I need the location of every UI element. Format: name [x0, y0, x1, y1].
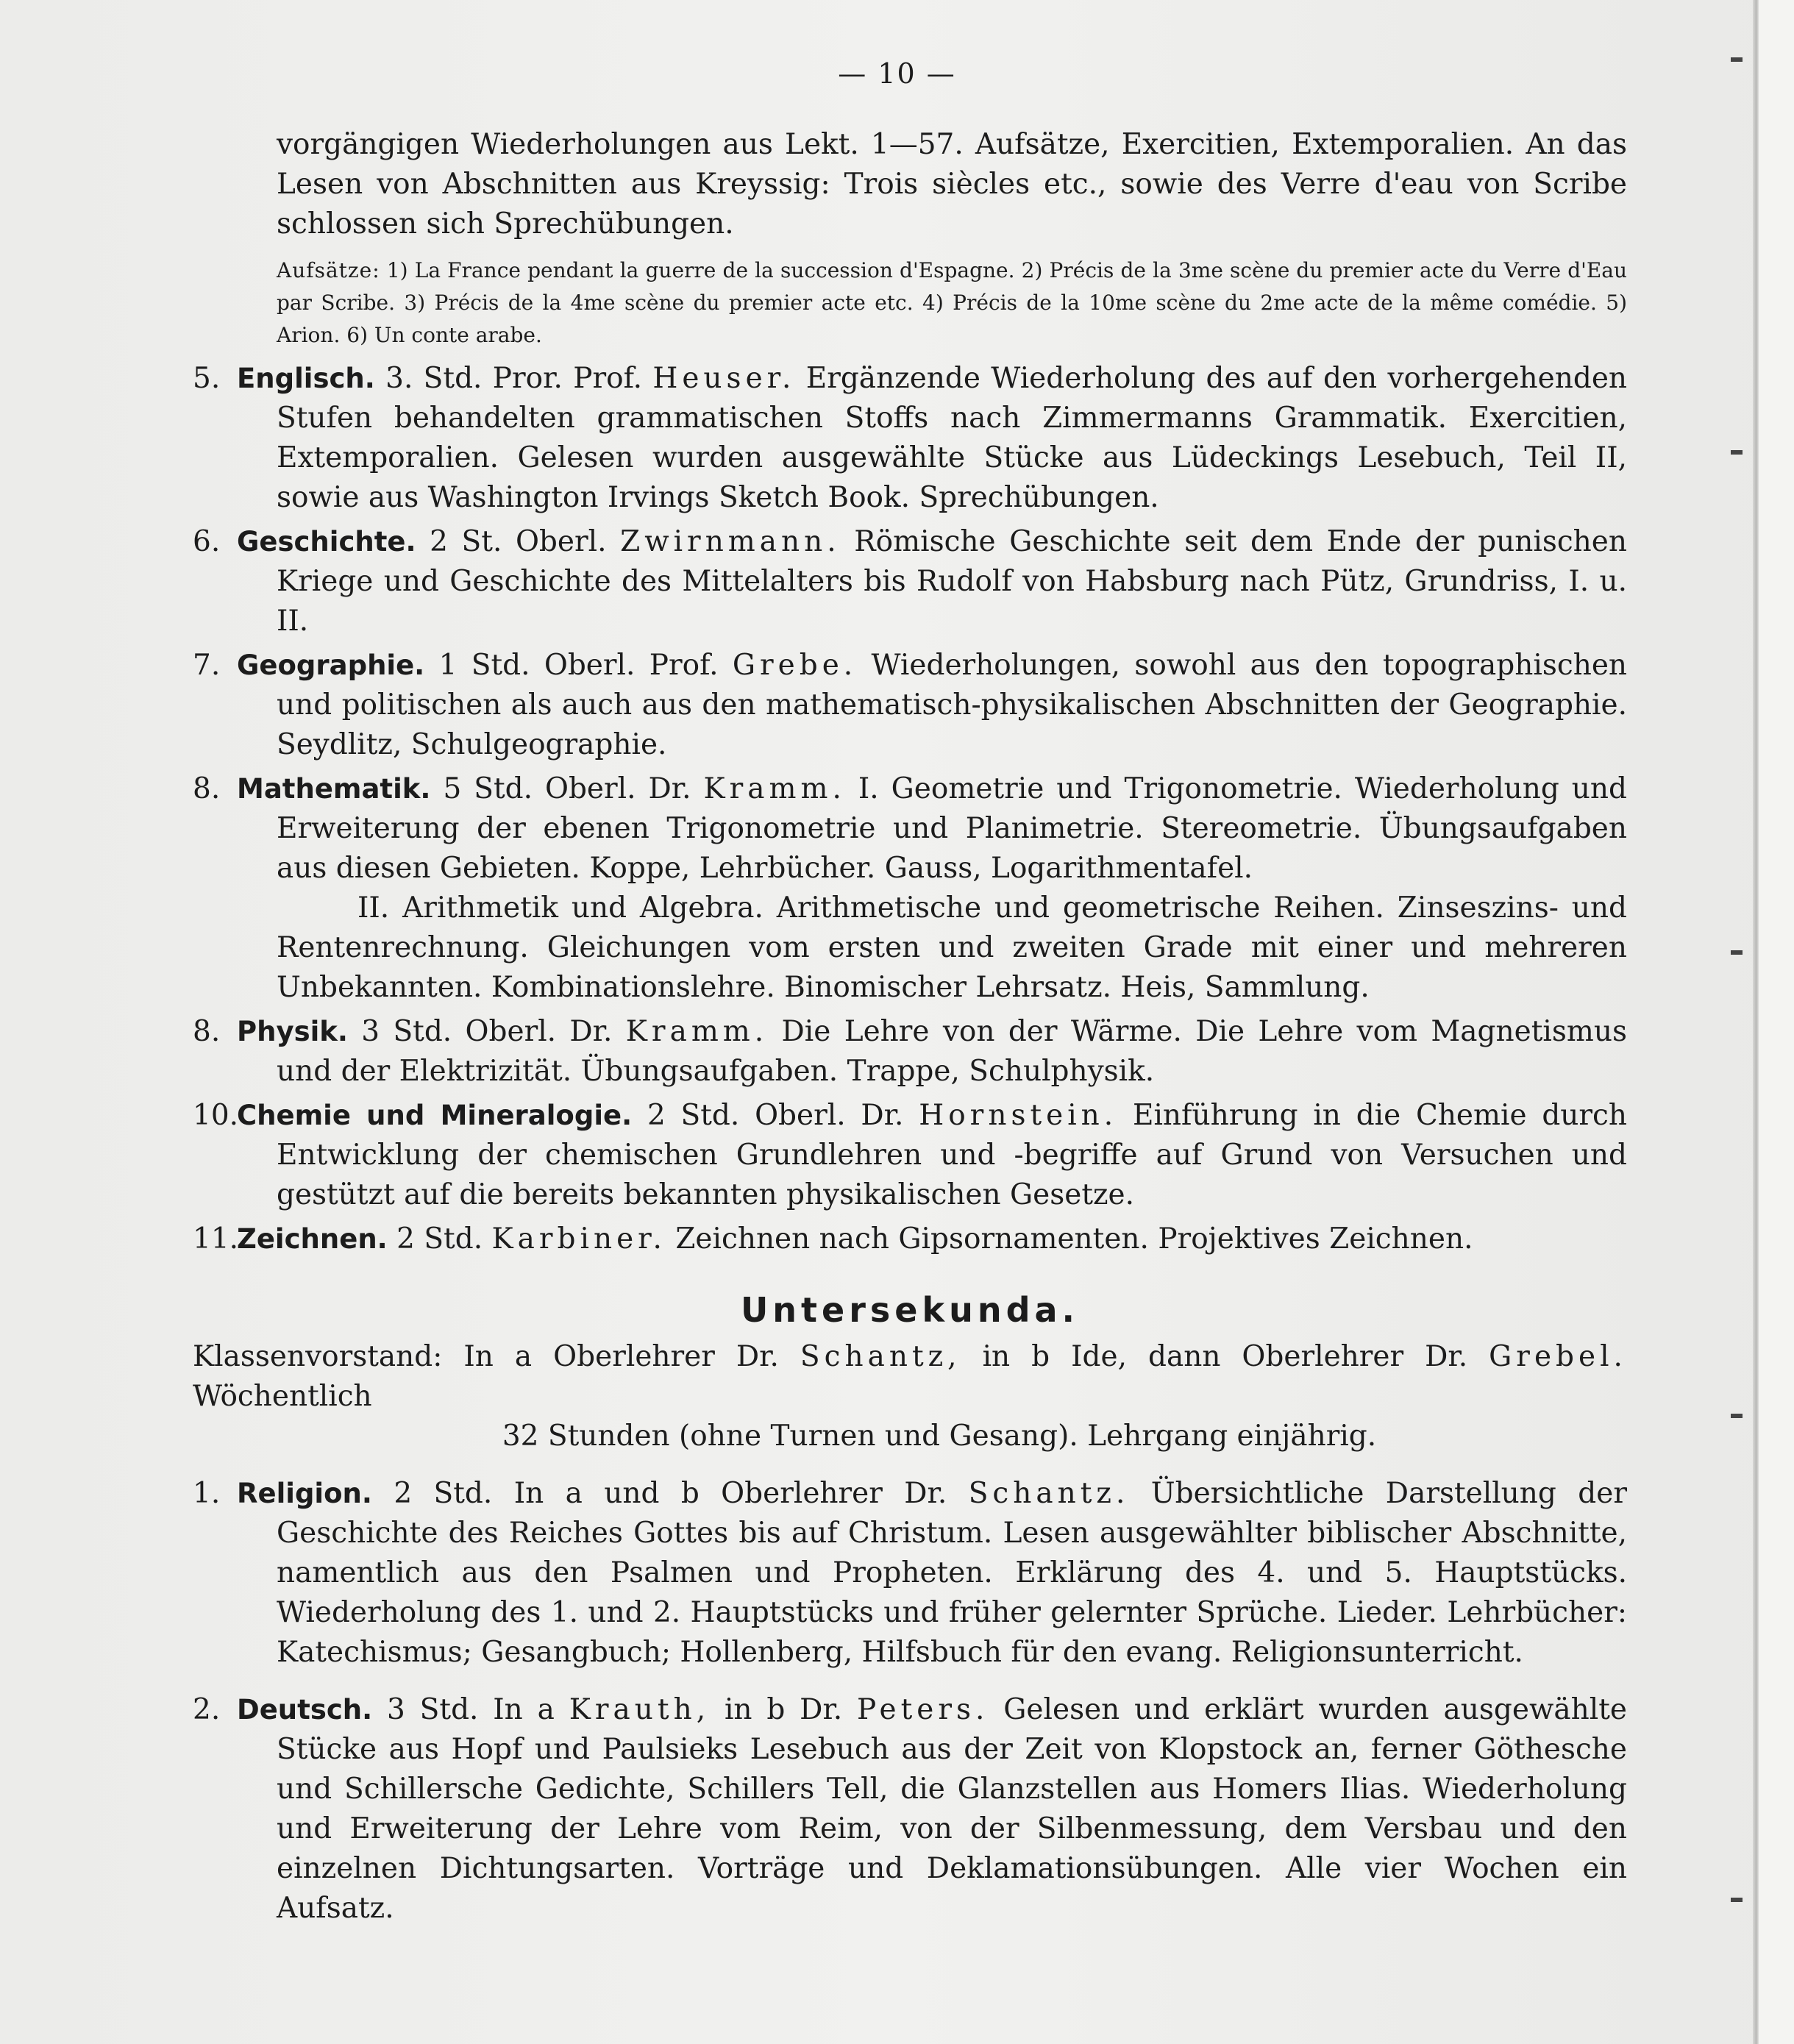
- entry-text: I. Geometrie und Trigonometrie. Wiederholung und Erweiterung der ebenen Trigonometrie und Planimetrie. Stereometrie. Übungsaufgaben aus diesen Gebieten. Koppe, Lehrbücher. Gauss, Logarithmentafel.: [277, 772, 1628, 885]
- klassen-line2: 32 Stunden (ohne Turnen und Gesang). Lehrgang einjährig.: [502, 1420, 1377, 1453]
- entry-teacher: Kramm.: [625, 1015, 769, 1048]
- entry-teacher-prefix: Oberl. Prof.: [544, 649, 719, 682]
- entry-teacher-prefix: Oberl. Dr.: [465, 1015, 613, 1048]
- entry-hours: 2 St.: [430, 525, 502, 558]
- klassen-a: In a Oberlehrer Dr.: [463, 1340, 779, 1373]
- entry-number: 11.: [193, 1222, 239, 1256]
- entry-hours: 5 Std.: [443, 772, 533, 805]
- klassen-b: in b Ide, dann Oberlehrer Dr.: [982, 1340, 1468, 1373]
- entry-teacher-prefix: In a: [493, 1693, 555, 1726]
- entry-text: Gelesen und erklärt wurden ausgewählte Stücke aus Hopf und Paulsieks Lesebuch aus der Zeit von Klopstock an, ferner Göthesche und Schillersche Gedichte, Schillers Tell, die Glanzstellen aus Homers Ilias. Wiederholung und Erweiterung der Lehre vom Reim, von der Silbenmessung, dem Versbau und den einzelnen Dichtungsarten. Vorträge und Deklamationsübungen. Alle vier Wochen ein Aufsatz.: [277, 1693, 1627, 1925]
- entry-subject: Geschichte.: [237, 526, 416, 558]
- margin-mark: [1731, 1414, 1743, 1418]
- entry-geographie: [193, 646, 1627, 765]
- entry-teacher-prefix: Oberl.: [515, 525, 607, 558]
- entry-deutsch: [193, 1690, 1627, 1929]
- entry-teacher-prefix: In a und b Oberlehrer Dr.: [513, 1477, 947, 1510]
- entry-teacher: Kramm.: [703, 772, 846, 805]
- entry-number: 8.: [193, 772, 221, 805]
- aufsaetze-list: [193, 254, 1627, 352]
- spacer: [193, 1673, 1627, 1686]
- entry-subject: Englisch.: [237, 363, 375, 394]
- klassen-end: Wöchentlich: [193, 1380, 372, 1413]
- entry-subject: Deutsch.: [237, 1694, 373, 1726]
- klassen-label: Klassenvorstand:: [193, 1340, 443, 1373]
- entry-number: 6.: [193, 525, 221, 558]
- entry-teacher: Heuser.: [652, 362, 796, 395]
- entry-text: Ergänzende Wiederholung des auf den vorhergehenden Stufen behandelten grammatischen Stoffs nach Zimmermanns Grammatik. Exercitien, Extemporalien. Gelesen wurden ausgewählte Stücke aus Lüdeckings Lesebuch, Teil II, sowie aus Washington Irvings Sketch Book. Sprechübungen.: [277, 362, 1628, 514]
- klassenvorstand: [193, 1337, 1627, 1456]
- page-binding-edge: [1753, 0, 1759, 2044]
- entry-number: 10.: [193, 1099, 239, 1132]
- entry-hours: 3 Std.: [387, 1693, 479, 1726]
- entry-text: Einführung in die Chemie durch Entwicklung der chemischen Grundlehren und -begriffe auf Grund von Versuchen und gestützt auf die bereits bekannten physikalischen Gesetze.: [277, 1099, 1628, 1211]
- entry-subject: Zeichnen.: [237, 1223, 388, 1255]
- aufsaetze-text: 1) La France pendant la guerre de la succession d'Espagne. 2) Précis de la 3me scène du premier acte du Verre d'Eau par Scribe. 3) Précis de la 4me scène du premier acte etc. 4) Précis de la 10me scène du 2me acte de la même comédie. 5) Arion. 6) Un conte arabe.: [277, 258, 1627, 347]
- entry-religion: [193, 1474, 1627, 1673]
- entry-hours: 3. Std.: [385, 362, 483, 395]
- entry-physik: [193, 1012, 1627, 1092]
- entry-teacher-prefix: Oberl. Dr.: [544, 772, 691, 805]
- entry-mathematik: [193, 769, 1627, 889]
- entry-text: Die Lehre von der Wärme. Die Lehre vom Magnetismus und der Elektrizität. Übungsaufgaben. Trappe, Schulphysik.: [277, 1015, 1627, 1088]
- entry-teacher: Hornstein.: [919, 1099, 1118, 1132]
- klassen-b-name: Grebel.: [1489, 1340, 1627, 1373]
- klassen-a-name: Schantz,: [800, 1340, 961, 1373]
- entry-teacher: Karbiner.: [491, 1222, 666, 1256]
- entry-teacher: Grebe.: [732, 649, 858, 682]
- entry-hours: 3 Std.: [361, 1015, 452, 1048]
- section-heading: Untersekunda.: [740, 1290, 1080, 1330]
- entry-teacher: Zwirnmann.: [620, 525, 841, 558]
- intro-paragraph: vorgängigen Wiederholungen aus Lekt. 1—57. Aufsätze, Exercitien, Extemporalien. An das Lesen von Abschnitten aus Kreyssig: Trois siècles etc., sowie des Verre d'eau von Scribe schlossen sich Sprechübungen.: [277, 128, 1627, 241]
- entry-hours: 2 Std.: [396, 1222, 483, 1256]
- entry-subject: Religion.: [237, 1478, 372, 1509]
- aufsaetze-label: Aufsätze:: [277, 258, 380, 282]
- mathematik-arithmetik: II. Arithmetik und Algebra. Arithmetische und geometrische Reihen. Zinseszins- und Rentenrechnung. Gleichungen vom ersten und zweiten Grade mit einer und mehreren Unbekannten. Kombinationslehre. Binomischer Lehrsatz. Heis, Sammlung.: [277, 891, 1627, 1004]
- entry-number: 7.: [193, 649, 221, 682]
- entry-number: 2.: [193, 1693, 221, 1726]
- entry-number: 5.: [193, 362, 221, 395]
- entry-teacher-prefix: Oberl. Dr.: [755, 1099, 904, 1132]
- entry-teacher: Schantz.: [968, 1477, 1130, 1510]
- margin-mark: [1731, 950, 1743, 955]
- margin-mark: [1731, 450, 1743, 455]
- margin-mark: [1731, 1898, 1743, 1902]
- entry-teacher: Krauth,: [569, 1693, 711, 1726]
- page-number: — 10 —: [838, 57, 956, 90]
- entry-number: 1.: [193, 1477, 221, 1510]
- entry-text: Übersichtliche Darstellung der Geschichte des Reiches Gottes bis auf Christum. Lesen ausgewählter biblischer Abschnitte, namentlich aus den Psalmen und Propheten. Erklärung des 4. und 5. Hauptstücks. Wiederholung des 1. und 2. Hauptstücks und früher gelernter Sprüche. Lieder. Lehrbücher: Katechismus; Gesangbuch; Hollenberg, Hilfsbuch für den evang. Religionsunterricht.: [277, 1477, 1627, 1669]
- entry-subject: Geographie.: [237, 649, 425, 681]
- entry-englisch: [193, 359, 1627, 518]
- entry-hours: 2 Std.: [394, 1477, 493, 1510]
- entry-hours: 1 Std.: [438, 649, 530, 682]
- entry-number: 8.: [193, 1015, 221, 1048]
- entry-subject: Chemie und Mineralogie.: [237, 1100, 633, 1131]
- page-margin-strip: [1759, 0, 1794, 2044]
- document-body: [193, 125, 1627, 1929]
- entry-subject: Mathematik.: [237, 773, 431, 805]
- entry-zeichnen: [193, 1219, 1627, 1259]
- entry-text: Zeichnen nach Gipsornamenten. Projektives Zeichnen.: [675, 1222, 1473, 1256]
- entry-geschichte: [193, 522, 1627, 641]
- spacer: [193, 1456, 1627, 1470]
- entry-teacher-prefix: Pror. Prof.: [492, 362, 643, 395]
- entry-subject: Physik.: [237, 1016, 348, 1047]
- entry-chemie: [193, 1096, 1627, 1215]
- entry-teacher2: Peters.: [857, 1693, 989, 1726]
- entry-text: Römische Geschichte seit dem Ende der punischen Kriege und Geschichte des Mittelalters bis Rudolf von Habsburg nach Pütz, Grundriss, I. u. II.: [277, 525, 1627, 638]
- entry-teacher2-prefix: in b Dr.: [724, 1693, 843, 1726]
- entry-hours: 2 Std.: [647, 1099, 740, 1132]
- entry-text: Wiederholungen, sowohl aus den topographischen und politischen als auch aus den mathematisch-physikalischen Abschnitten der Geographie. Seydlitz, Schulgeographie.: [277, 649, 1628, 761]
